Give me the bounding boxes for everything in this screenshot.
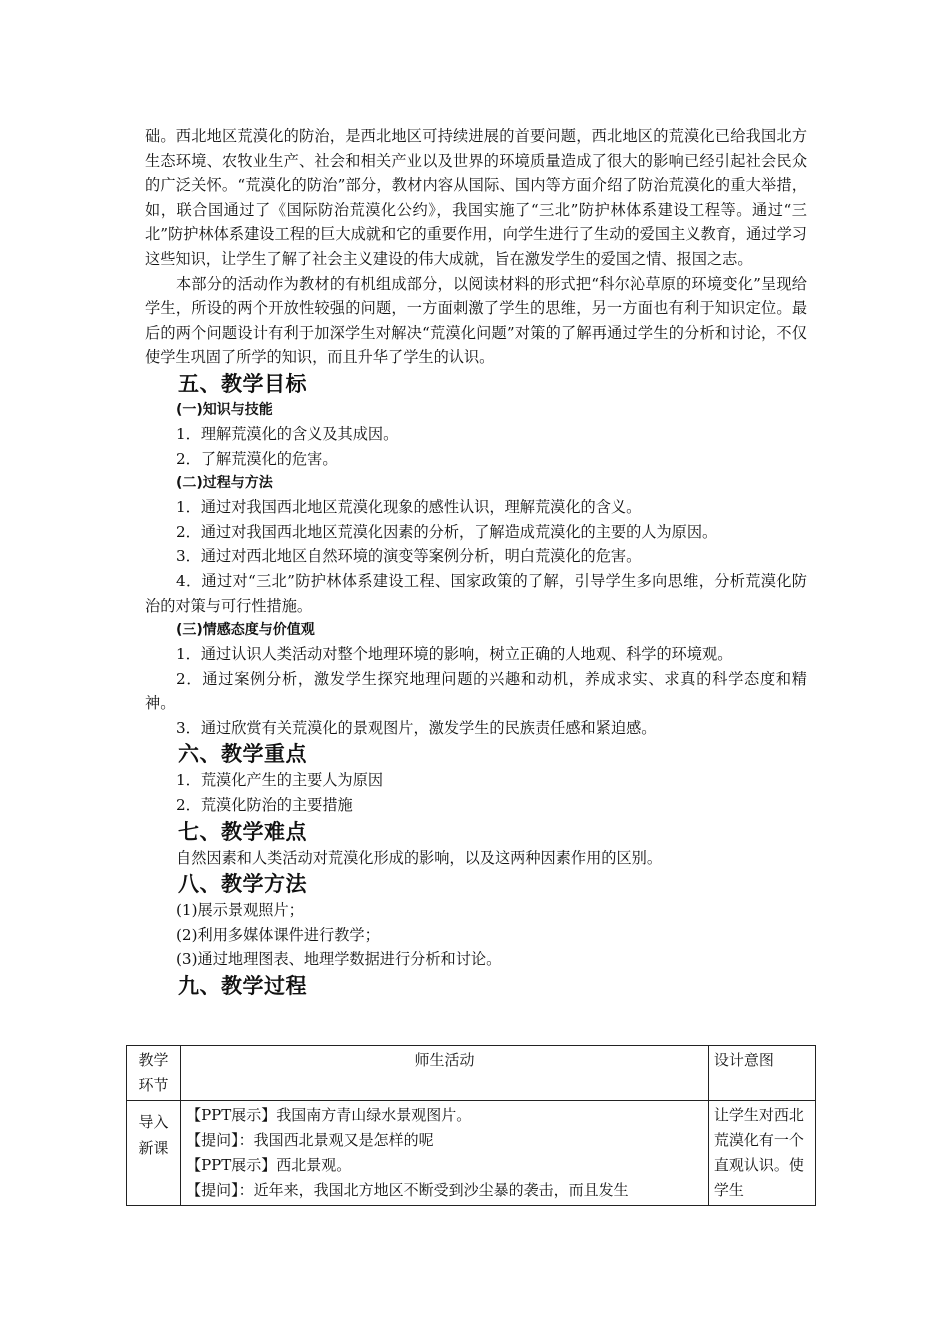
list-item: (3)通过地理图表、地理学数据进行分析和讨论。 bbox=[176, 950, 502, 969]
list-item: 1．理解荒漠化的含义及其成因。 bbox=[176, 424, 399, 443]
section-8-title: 八、教学方法 bbox=[178, 872, 307, 897]
list-item: 3．通过对西北地区自然环境的演变等案例分析，明白荒漠化的危害。 bbox=[176, 547, 642, 566]
table-header-row bbox=[127, 1046, 816, 1101]
intro-paragraph-1: 础。西北地区荒漠化的防治，是西北地区可持续进展的首要问题，西北地区的荒漠化已给我国北方生态环境、农牧业生产、社会和相关产业以及世界的环境质量造成了很大的影响已经引起社会民众的广泛关怀。“荒漠化的防治”部分，教材内容从国际、国内等方面介绍了防治荒漠化的重大举措，如，联合国通过了《国际防治荒漠化公约》，我国实施了“三北”防护林体系建设工程等。通过“三北”防护林体系建设工程的巨大成就和它的重要作用，向学生进行了生动的爱国主义教育，通过学习这些知识，让学生了解了社会主义建设的伟大成就，旨在激发学生的爱国之情、报国之志。 bbox=[145, 127, 807, 268]
list-item: 2．荒漠化防治的主要措施 bbox=[176, 796, 353, 815]
list-item: 2．了解荒漠化的危害。 bbox=[176, 449, 338, 468]
intent-cell: 让学生对西北荒漠化有一个直观认识。使学生 bbox=[708, 1101, 815, 1206]
list-item: 4．通过对“三北”防护林体系建设工程、国家政策的了解，引导学生多向思维，分析荒漠化防治的对策与可行性措施。 bbox=[145, 571, 807, 615]
section-7-title: 七、教学难点 bbox=[178, 819, 307, 844]
list-item: 1．通过认识人类活动对整个地理环境的影响，树立正确的人地观、科学的环境观。 bbox=[176, 645, 733, 664]
stage-cell: 导入新课 bbox=[127, 1101, 181, 1206]
document-body bbox=[145, 124, 807, 1000]
section-5-sub2-title: (二)过程与方法 bbox=[176, 475, 273, 492]
list-item: (2)利用多媒体课件进行教学； bbox=[176, 925, 380, 944]
list-item: 3．通过欣赏有关荒漠化的景观图片，激发学生的民族责任感和紧迫感。 bbox=[176, 718, 657, 737]
list-item: 1．荒漠化产生的主要人为原因 bbox=[176, 771, 384, 790]
section-6-title: 六、教学重点 bbox=[178, 742, 307, 767]
activity-line: 【PPT展示】我国南方青山绿水景观图片。 bbox=[186, 1106, 472, 1124]
list-item: 1．通过对我国西北地区荒漠化现象的感性认识，理解荒漠化的含义。 bbox=[176, 498, 642, 517]
list-item: (1)展示景观照片； bbox=[176, 901, 304, 920]
header-stage: 教学环节 bbox=[127, 1046, 181, 1101]
activity-line: 【PPT展示】西北景观。 bbox=[186, 1156, 352, 1174]
table-row bbox=[127, 1101, 816, 1206]
section-5-sub1-title: (一)知识与技能 bbox=[176, 401, 273, 418]
activity-line: 【提问】：近年来，我国北方地区不断受到沙尘暴的袭击，而且发生 bbox=[186, 1181, 629, 1199]
intro-paragraph-2: 本部分的活动作为教材的有机组成部分，以阅读材料的形式把“科尔沁草原的环境变化”呈现给学生，所设的两个开放性较强的问题，一方面刺激了学生的思维，另一方面也有利于知识定位。最后的两个问题设计有利于加深学生对解决“荒漠化问题”对策的了解再通过学生的分析和讨论，不仅使学生巩固了所学的知识，而且升华了学生的认识。 bbox=[145, 274, 807, 367]
section-9-title: 九、教学过程 bbox=[178, 974, 307, 999]
list-item: 2．通过案例分析，激发学生探究地理问题的兴趣和动机，养成求实、求真的科学态度和精神。 bbox=[145, 669, 807, 713]
header-activities: 师生活动 bbox=[181, 1046, 709, 1101]
section-7-text: 自然因素和人类活动对荒漠化形成的影响，以及这两种因素作用的区别。 bbox=[176, 848, 662, 867]
header-intent: 设计意图 bbox=[708, 1046, 815, 1101]
list-item: 2．通过对我国西北地区荒漠化因素的分析，了解造成荒漠化的主要的人为原因。 bbox=[176, 522, 718, 541]
teaching-process-table bbox=[126, 1045, 816, 1206]
activity-line: 【提问】：我国西北景观又是怎样的呢 bbox=[186, 1131, 434, 1149]
section-5-title: 五、教学目标 bbox=[178, 371, 307, 396]
activities-cell bbox=[181, 1101, 709, 1206]
section-5-sub3-title: (三)情感态度与价值观 bbox=[176, 622, 315, 639]
